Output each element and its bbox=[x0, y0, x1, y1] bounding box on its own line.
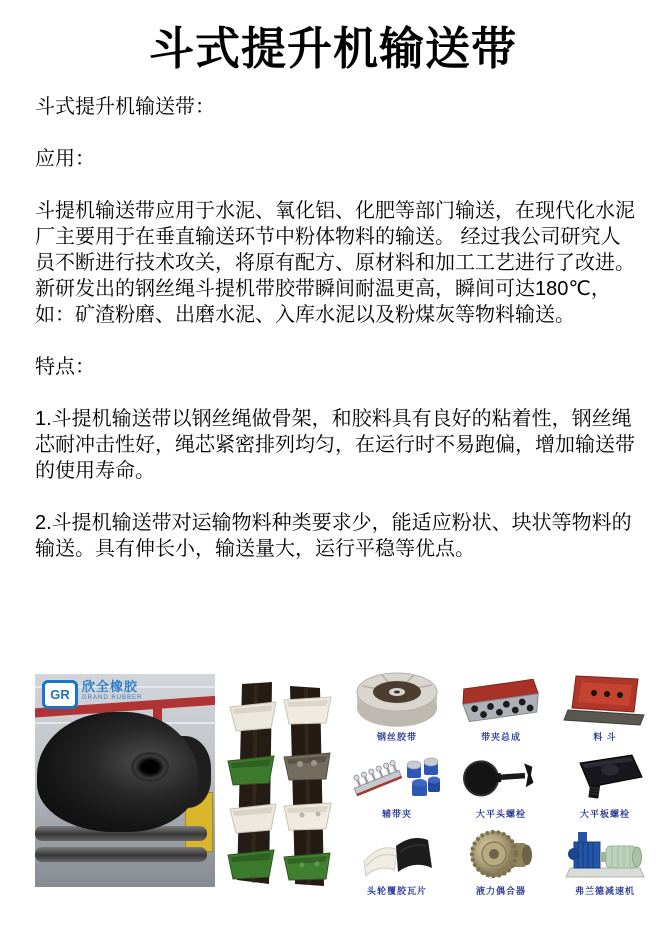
page-title: 斗式提升机输送带 bbox=[148, 23, 517, 74]
belt-clamp-assembly-image bbox=[453, 672, 549, 728]
product-caption: 液力偶合器 bbox=[475, 886, 526, 896]
features-label: 特点： bbox=[35, 356, 95, 378]
aux-belt-clamp-image bbox=[349, 749, 445, 805]
product-caption: 大平板螺栓 bbox=[579, 809, 630, 819]
product-caption: 头轮覆胶瓦片 bbox=[366, 886, 427, 896]
product-caption: 带夹总成 bbox=[480, 732, 521, 742]
product-flender-reducer bbox=[556, 826, 654, 897]
accessories-grid bbox=[348, 672, 654, 897]
logo-subtitle: GRAND RUBBER bbox=[82, 695, 143, 701]
steel-wire-belt-image bbox=[349, 672, 445, 728]
conveyor-belt-roll bbox=[37, 712, 199, 832]
product-hopper bbox=[556, 672, 654, 743]
article-heading: 斗式提升机输送带： bbox=[35, 96, 215, 118]
steel-roller bbox=[35, 847, 207, 862]
belt-roll-photo bbox=[35, 674, 215, 887]
product-caption: 辅带夹 bbox=[381, 809, 412, 819]
application-paragraph: 斗提机输送带应用于水泥、氧化铝、化肥等部门输送，在现代化水泥厂主要用于在垂直输送环节中粉体物料的输送。 经过我公司研究人员不断进行技术攻关，将原有配方、原材料和加工工艺进行了改进。新研发出的钢丝绳斗提机带胶带瞬间耐温更高，瞬间可达180℃，如：矿渣粉磨、出磨水泥、入库水泥以及粉煤灰等物料输送。 bbox=[35, 200, 635, 326]
article-body bbox=[35, 94, 636, 562]
flat-plate-bolt-image bbox=[557, 749, 653, 805]
hopper-image bbox=[557, 672, 653, 728]
flender-reducer-image bbox=[557, 826, 653, 882]
bucket-board-graphic bbox=[222, 678, 344, 888]
product-steel-wire-belt bbox=[348, 672, 446, 743]
feature-item-2: 2.斗提机输送带对运输物料种类要求少，能适应粉状、块状等物料的输送。具有伸长小，输送量大，运行平稳等优点。 bbox=[35, 512, 632, 560]
product-aux-belt-clamp bbox=[348, 749, 446, 820]
product-flat-head-bolt bbox=[452, 749, 550, 820]
fluid-coupling-image bbox=[453, 826, 549, 882]
product-flat-plate-bolt bbox=[556, 749, 654, 820]
application-label: 应用： bbox=[35, 148, 95, 170]
flat-head-bolt-image bbox=[453, 749, 549, 805]
company-logo bbox=[42, 680, 142, 709]
roll-core-hole bbox=[131, 752, 169, 782]
product-caption: 钢丝胶带 bbox=[376, 732, 417, 742]
product-belt-clamp-assembly bbox=[452, 672, 550, 743]
logo-mark: GR bbox=[42, 680, 78, 709]
product-caption: 料 斗 bbox=[593, 732, 617, 742]
elevator-buckets-photo bbox=[222, 678, 344, 888]
feature-item-1: 1.斗提机输送带以钢丝绳做骨架，和胶料具有良好的粘着性，钢丝绳芯耐冲击性好，绳芯紧密排列均匀，在运行时不易跑偏，增加输送带的使用寿命。 bbox=[35, 408, 635, 482]
product-fluid-coupling bbox=[452, 826, 550, 897]
factory-floor bbox=[35, 862, 215, 887]
product-head-pulley-lagging-tile bbox=[348, 826, 446, 897]
head-pulley-lagging-tile-image bbox=[349, 826, 445, 882]
product-image-strip bbox=[0, 670, 666, 895]
product-caption: 弗兰德减速机 bbox=[574, 886, 635, 896]
logo-name: 欣全橡胶 bbox=[82, 679, 139, 694]
product-caption: 大平头螺栓 bbox=[475, 809, 526, 819]
